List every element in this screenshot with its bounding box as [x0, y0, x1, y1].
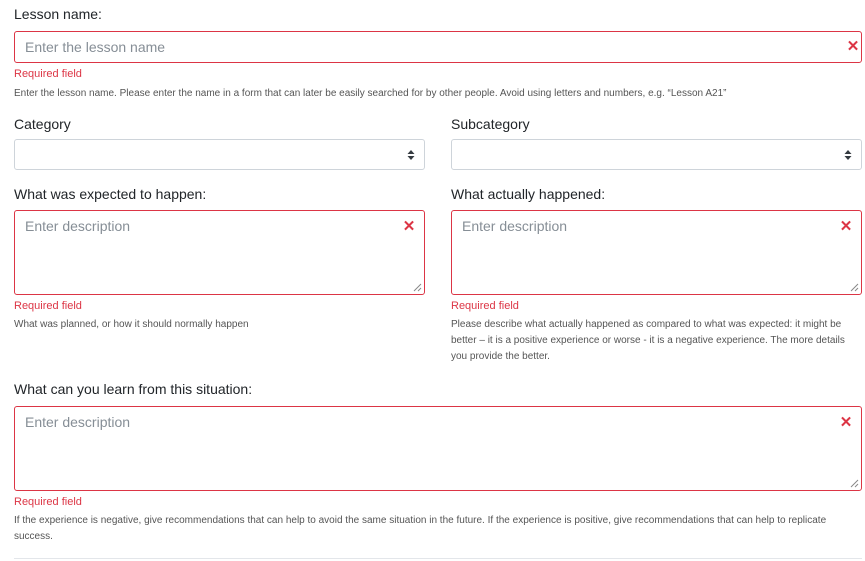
learn-error: Required field: [14, 496, 82, 508]
lesson-name-help: Enter the lesson name. Please enter the name in a form that can later be easily searched for by other people. Avoid using letters and numbers, e.g. “Lesson A21”: [14, 88, 727, 99]
category-caret-icon: [407, 150, 415, 160]
actual-help: Please describe what actually happened as compared to what was expected: it might be better – it is a positive experience or worse - it is a negative experience. The more details you provide the better.: [451, 319, 845, 362]
expected-label: What was expected to happen:: [14, 186, 207, 202]
expected-resize-handle[interactable]: [413, 283, 422, 292]
actual-label: What actually happened:: [451, 186, 606, 202]
subcategory-caret-icon: [844, 150, 852, 160]
learn-help: If the experience is negative, give recommendations that can help to avoid the same situation in the future. If the experience is positive, give recommendations that can help to replicate success.: [14, 515, 827, 542]
form-divider: [14, 558, 862, 559]
expected-help: What was planned, or how it should normally happen: [14, 319, 249, 330]
actual-textarea[interactable]: [451, 210, 862, 295]
category-label: Category: [14, 116, 71, 132]
expected-error: Required field: [14, 300, 82, 312]
learn-label: What can you learn from this situation:: [14, 381, 253, 397]
learn-resize-handle[interactable]: [850, 479, 859, 488]
lesson-name-input[interactable]: [14, 31, 862, 63]
lesson-name-clear-icon[interactable]: ✕: [846, 38, 860, 55]
category-select[interactable]: [14, 139, 425, 170]
expected-textarea[interactable]: [14, 210, 425, 295]
subcategory-label: Subcategory: [451, 116, 530, 132]
subcategory-select[interactable]: [451, 139, 862, 170]
learn-textarea[interactable]: [14, 406, 862, 491]
expected-clear-icon[interactable]: ✕: [402, 218, 416, 235]
lesson-name-error: Required field: [14, 68, 82, 80]
actual-resize-handle[interactable]: [850, 283, 859, 292]
learn-clear-icon[interactable]: ✕: [839, 414, 853, 431]
actual-error: Required field: [451, 300, 519, 312]
lesson-name-label: Lesson name:: [14, 6, 102, 22]
actual-clear-icon[interactable]: ✕: [839, 218, 853, 235]
